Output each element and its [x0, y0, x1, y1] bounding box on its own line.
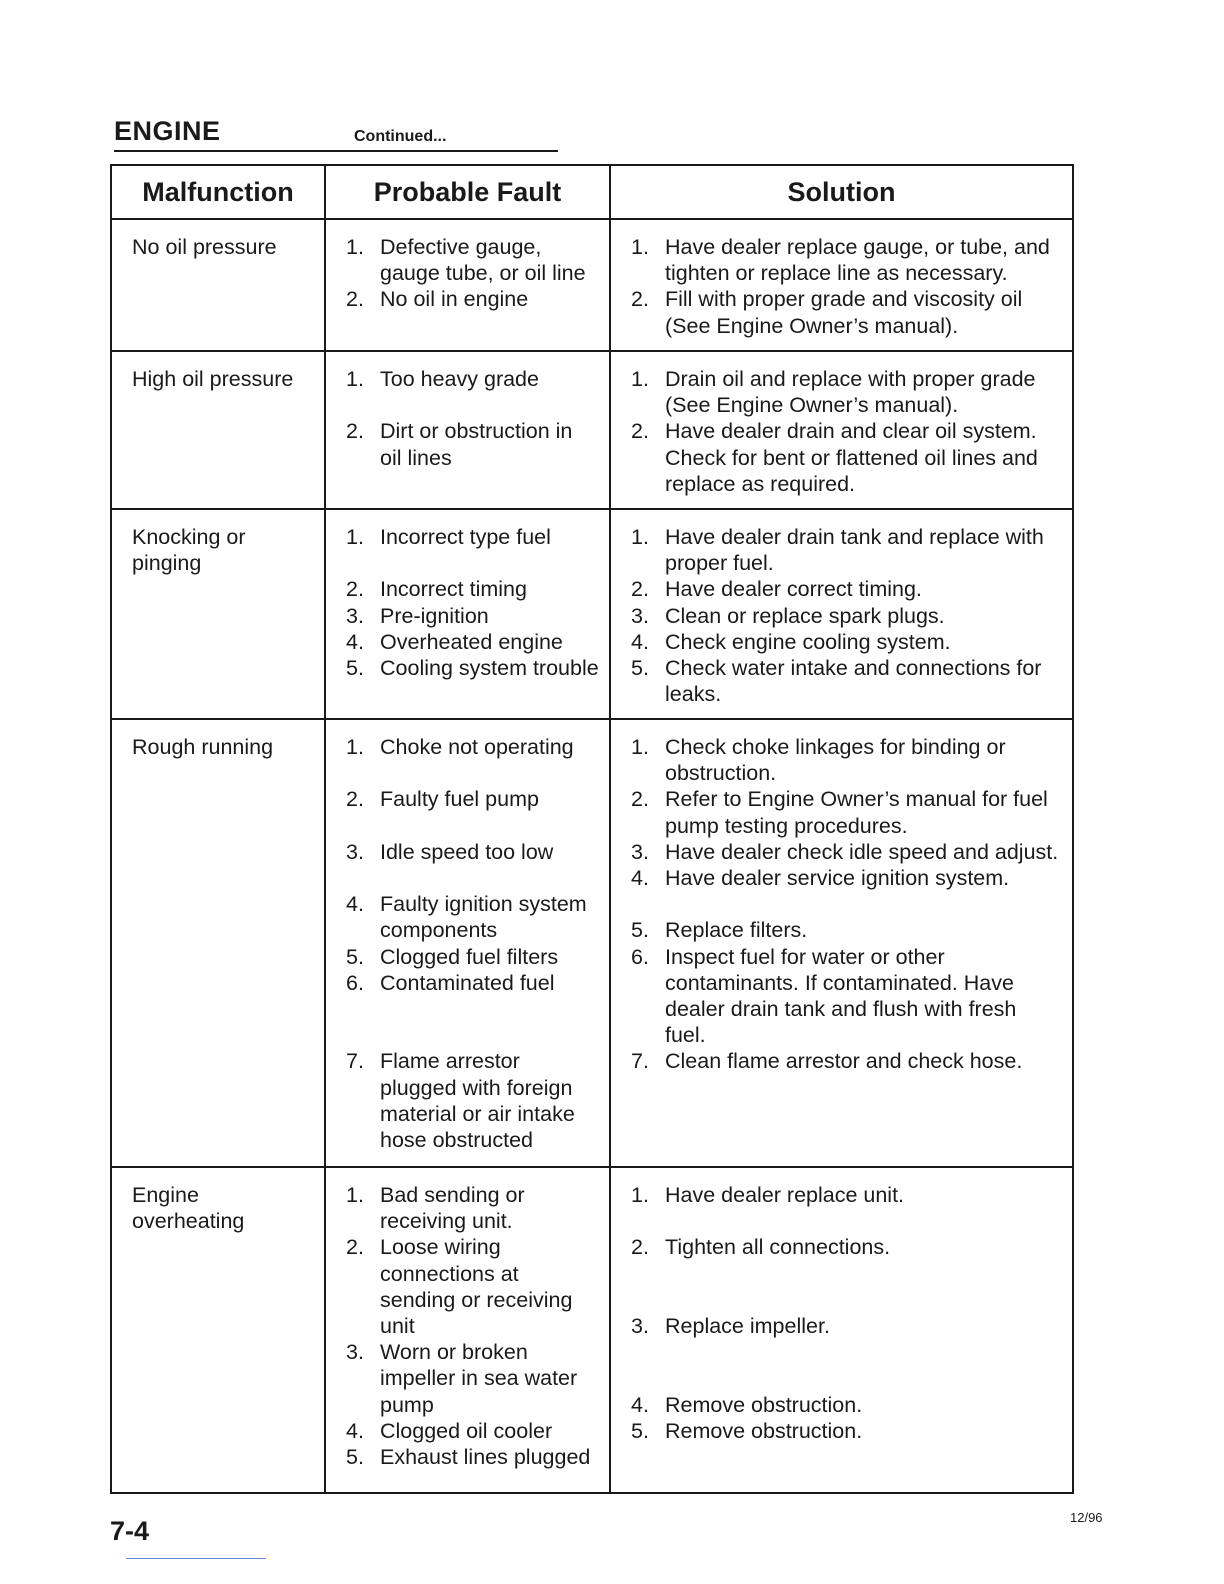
- probable-fault-cell: [325, 509, 610, 719]
- column-header-probable-fault: Probable Fault: [325, 165, 610, 219]
- item-number: 5.: [346, 944, 364, 969]
- table-row: [111, 1167, 1073, 1493]
- item-number: 4.: [631, 629, 649, 654]
- item-text: Incorrect timing: [380, 577, 527, 602]
- solution-item: [631, 629, 1062, 655]
- fault-item: [346, 234, 599, 286]
- item-number: 2.: [346, 287, 364, 312]
- item-number: 4.: [346, 1418, 364, 1443]
- solution-item: [631, 418, 1062, 497]
- item-number: 6.: [631, 944, 649, 969]
- item-text: Clogged oil cooler: [380, 1418, 553, 1443]
- page-number: 7-4: [110, 1516, 150, 1546]
- item-text: Too heavy grade: [380, 367, 539, 391]
- item-text: Have dealer check idle speed and adjust.: [665, 839, 1059, 864]
- item-number: 5.: [631, 656, 649, 681]
- solution-cell: [610, 1167, 1073, 1493]
- item-text: Contaminated fuel: [380, 970, 555, 995]
- probable-fault-cell: [325, 719, 610, 1167]
- item-text: No oil in engine: [380, 287, 529, 312]
- malfunction-cell: [111, 1167, 325, 1493]
- table-row: [111, 351, 1073, 509]
- item-number: 5.: [346, 656, 364, 680]
- item-text: Refer to Engine Owner’s manual for fuel pump testing procedures.: [665, 787, 1048, 838]
- footer-rule: [126, 1558, 266, 1559]
- item-number: 1.: [631, 1183, 649, 1207]
- item-text: Replace impeller.: [665, 1313, 830, 1338]
- item-text: Dirt or obstruction in oil lines: [380, 419, 573, 470]
- probable-fault-cell: [325, 1167, 610, 1493]
- item-text: Clogged fuel filters: [380, 944, 559, 969]
- item-text: Have dealer service ignition system.: [665, 866, 1010, 891]
- solution-item: [631, 286, 1062, 338]
- solution-item: [631, 524, 1062, 576]
- item-text: Bad sending or receiving unit.: [380, 1183, 525, 1234]
- solution-item: [631, 655, 1062, 707]
- item-text: Check choke linkages for binding or obstruction.: [665, 735, 1006, 786]
- item-text: Replace filters.: [665, 918, 808, 943]
- solution-item: [631, 234, 1062, 286]
- fault-item: [346, 1339, 599, 1418]
- item-text: Faulty fuel pump: [380, 787, 539, 812]
- solution-item: [631, 1234, 1062, 1260]
- item-number: 1.: [346, 235, 364, 259]
- troubleshooting-table: [110, 164, 1074, 1494]
- table-row: [111, 719, 1073, 1167]
- fault-item: [346, 1418, 599, 1444]
- item-number: 3.: [631, 603, 649, 628]
- item-text: Defective gauge, gauge tube, or oil line: [380, 235, 586, 286]
- fault-item: [346, 1234, 599, 1339]
- item-text: Fill with proper grade and viscosity oil (See Engine Owner’s manual).: [665, 287, 1023, 338]
- section-title: ENGINE: [114, 116, 221, 146]
- item-number: 7.: [346, 1049, 364, 1074]
- fault-item: [346, 655, 599, 681]
- item-number: 5.: [631, 1418, 649, 1443]
- item-number: 2.: [631, 577, 649, 602]
- item-number: 3.: [631, 839, 649, 864]
- solution-item: [631, 865, 1062, 891]
- item-number: 7.: [631, 1049, 649, 1074]
- malfunction-cell: [111, 219, 325, 351]
- fault-item: [346, 603, 599, 629]
- table-header-row: [111, 165, 1073, 219]
- fault-item: [346, 891, 599, 943]
- probable-fault-cell: [325, 351, 610, 509]
- solution-item: [631, 1392, 1062, 1418]
- item-text: Pre-ignition: [380, 603, 489, 628]
- malfunction-label: High oil pressure: [132, 367, 294, 391]
- fault-item: [346, 286, 599, 312]
- item-text: Have dealer correct timing.: [665, 577, 922, 602]
- continued-label: Continued...: [354, 128, 447, 145]
- item-number: 3.: [631, 1313, 649, 1338]
- fault-item: [346, 1048, 599, 1153]
- item-text: Clean flame arrestor and check hose.: [665, 1049, 1023, 1074]
- solution-item: [631, 1313, 1062, 1339]
- item-text: Clean or replace spark plugs.: [665, 603, 945, 628]
- solution-item: [631, 576, 1062, 602]
- solution-item: [631, 734, 1062, 786]
- item-text: Faulty ignition system components: [380, 892, 587, 943]
- item-text: Worn or broken impeller in sea water pump: [380, 1340, 578, 1417]
- item-number: 2.: [346, 1235, 364, 1260]
- solution-item: [631, 1182, 1062, 1208]
- table-row: [111, 219, 1073, 351]
- solution-item: [631, 1048, 1062, 1074]
- malfunction-label: Rough running: [132, 735, 274, 759]
- item-number: 1.: [631, 235, 649, 259]
- solution-cell: [610, 719, 1073, 1167]
- fault-item: [346, 1444, 599, 1470]
- item-text: Exhaust lines plugged: [380, 1445, 591, 1470]
- item-number: 2.: [631, 787, 649, 812]
- item-number: 1.: [346, 735, 364, 759]
- fault-item: [346, 1182, 599, 1234]
- item-number: 1.: [631, 367, 649, 391]
- malfunction-cell: [111, 351, 325, 509]
- item-number: 4.: [631, 1392, 649, 1417]
- item-text: Overheated engine: [380, 629, 563, 654]
- item-text: Choke not operating: [380, 735, 574, 759]
- item-text: Drain oil and replace with proper grade (See Engine Owner’s manual).: [665, 367, 1036, 418]
- solution-cell: [610, 351, 1073, 509]
- item-text: Have dealer replace gauge, or tube, and tighten or replace line as necessary.: [665, 235, 1050, 286]
- item-text: Check engine cooling system.: [665, 629, 951, 654]
- item-number: 4.: [631, 866, 649, 891]
- item-number: 4.: [346, 892, 364, 917]
- revision-date: 12/96: [1070, 1510, 1103, 1525]
- malfunction-label: No oil pressure: [132, 235, 277, 259]
- item-number: 2.: [631, 1235, 649, 1260]
- item-text: Inspect fuel for water or other contaminants. If contaminated. Have dealer drain tank and flush with fresh fuel.: [665, 944, 1017, 1048]
- fault-item: [346, 970, 599, 996]
- item-number: 5.: [631, 918, 649, 943]
- malfunction-cell: [111, 719, 325, 1167]
- item-number: 2.: [346, 787, 364, 812]
- item-number: 1.: [631, 735, 649, 759]
- item-text: Incorrect type fuel: [380, 525, 551, 549]
- page-header: [114, 116, 558, 152]
- item-number: 2.: [631, 419, 649, 444]
- table-row: [111, 509, 1073, 719]
- item-text: Loose wiring connections at sending or receiving unit: [380, 1235, 573, 1339]
- item-text: Cooling system trouble: [380, 656, 599, 680]
- fault-item: [346, 734, 599, 760]
- item-text: Have dealer drain tank and replace with proper fuel.: [665, 525, 1044, 576]
- solution-cell: [610, 219, 1073, 351]
- solution-item: [631, 1418, 1062, 1444]
- item-number: 1.: [346, 1183, 364, 1207]
- fault-item: [346, 839, 599, 865]
- item-number: 5.: [346, 1445, 364, 1470]
- column-header-malfunction: Malfunction: [111, 165, 325, 219]
- item-text: Have dealer replace unit.: [665, 1183, 905, 1207]
- item-number: 3.: [346, 1340, 364, 1365]
- malfunction-cell: [111, 509, 325, 719]
- solution-cell: [610, 509, 1073, 719]
- item-text: Remove obstruction.: [665, 1418, 863, 1443]
- item-text: Remove obstruction.: [665, 1392, 863, 1417]
- malfunction-label: Engine overheating: [132, 1183, 245, 1234]
- item-number: 2.: [346, 577, 364, 602]
- solution-item: [631, 603, 1062, 629]
- item-number: 1.: [346, 525, 364, 549]
- column-header-solution: Solution: [610, 165, 1073, 219]
- item-number: 3.: [346, 839, 364, 864]
- fault-item: [346, 786, 599, 812]
- fault-item: [346, 629, 599, 655]
- solution-item: [631, 944, 1062, 1049]
- solution-item: [631, 839, 1062, 865]
- solution-item: [631, 366, 1062, 418]
- item-number: 2.: [346, 419, 364, 444]
- fault-item: [346, 524, 599, 550]
- item-text: Flame arrestor plugged with foreign material or air intake hose obstructed: [380, 1049, 575, 1152]
- fault-item: [346, 418, 599, 470]
- item-text: Check water intake and connections for leaks.: [665, 656, 1042, 707]
- solution-item: [631, 917, 1062, 943]
- item-number: 1.: [346, 367, 364, 391]
- item-number: 2.: [631, 287, 649, 312]
- fault-item: [346, 576, 599, 602]
- item-number: 4.: [346, 629, 364, 654]
- item-number: 3.: [346, 603, 364, 628]
- probable-fault-cell: [325, 219, 610, 351]
- solution-item: [631, 786, 1062, 838]
- item-number: 1.: [631, 525, 649, 549]
- item-number: 6.: [346, 970, 364, 995]
- item-text: Have dealer drain and clear oil system. Check for bent or flattened oil lines and replace as required.: [665, 419, 1038, 496]
- item-text: Tighten all connections.: [665, 1235, 891, 1260]
- malfunction-label: Knocking or pinging: [132, 525, 246, 576]
- fault-item: [346, 944, 599, 970]
- item-text: Idle speed too low: [380, 839, 554, 864]
- fault-item: [346, 366, 599, 392]
